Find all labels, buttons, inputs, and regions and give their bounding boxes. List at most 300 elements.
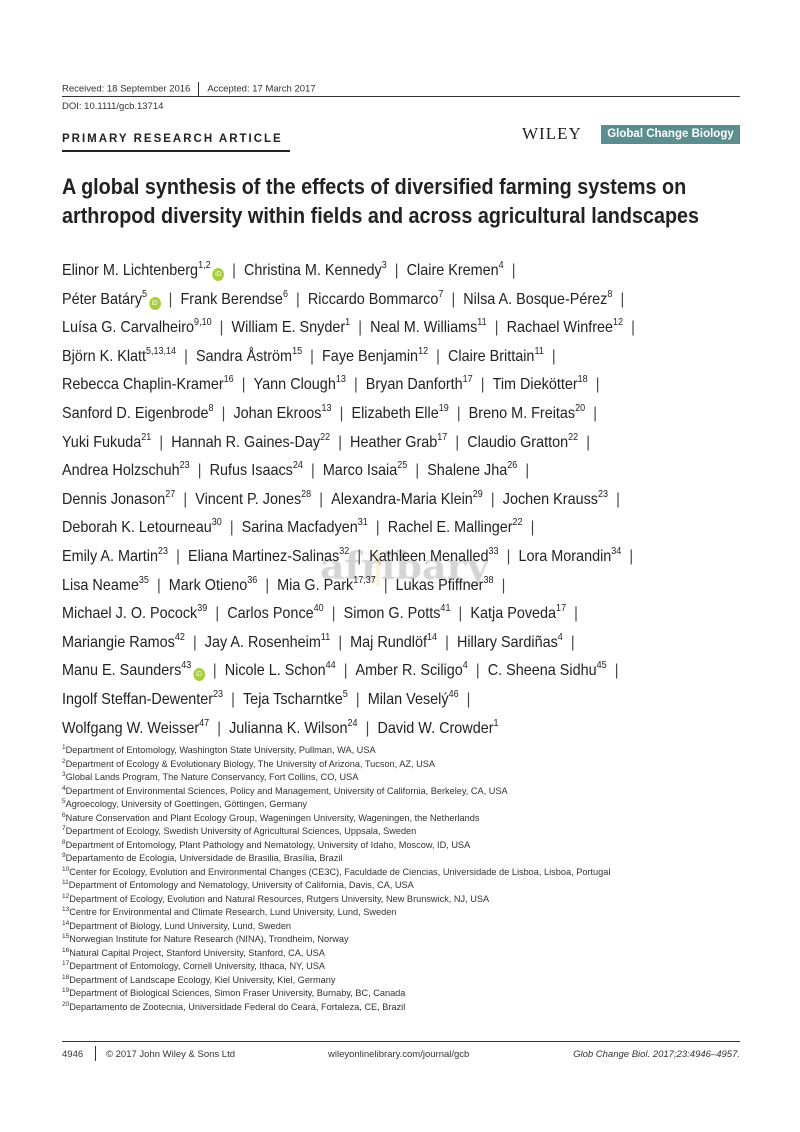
author — [507, 319, 623, 336]
affiliation-text: Department of Ecology & Evolutionary Biology, The University of Arizona, Tucson, AZ, USA — [65, 758, 435, 769]
affiliation-ref: 42 — [174, 631, 185, 643]
affiliation-ref: 39 — [197, 603, 208, 615]
author-name: Mariangie Ramos — [62, 633, 175, 651]
author-name: Rufus Isaacs — [209, 462, 293, 480]
author — [188, 548, 349, 565]
author — [62, 319, 212, 336]
author — [62, 462, 190, 479]
author-line — [62, 375, 608, 395]
author — [225, 662, 336, 679]
author — [456, 631, 563, 651]
separator: | — [184, 347, 188, 365]
affiliation — [62, 772, 358, 783]
author — [62, 691, 223, 708]
author-name: Shalene Jha — [427, 462, 508, 480]
author-line — [62, 461, 537, 481]
affiliation-number: 15 — [62, 933, 70, 940]
author — [470, 605, 566, 622]
author-line — [62, 547, 641, 567]
affiliation-ref: 9,10 — [194, 317, 212, 329]
separator: | — [176, 548, 180, 565]
affiliation — [62, 759, 435, 770]
separator: | — [629, 548, 634, 565]
separator: | — [355, 691, 360, 708]
author-name: Deborah K. Letourneau — [62, 519, 212, 537]
separator: | — [357, 548, 362, 565]
affiliation-ref: 5,13,14 — [146, 345, 177, 357]
affiliation-text: Department of Environmental Sciences, Policy and Management, University of California, Berkeley, CA, USA — [65, 785, 508, 796]
separator: | — [232, 262, 236, 279]
affiliation-number: 7 — [62, 825, 66, 832]
author-name: Claire Kremen — [406, 262, 499, 279]
article-type-underline — [62, 150, 290, 152]
affiliation-ref: 31 — [357, 517, 368, 529]
author — [351, 405, 448, 422]
author-name: Bryan Danforth — [365, 376, 463, 394]
separator: | — [229, 519, 234, 537]
affiliation-ref: 22 — [320, 431, 331, 443]
affiliation-ref: 1,2 — [198, 260, 211, 271]
separator: | — [353, 376, 358, 394]
author-line — [62, 661, 627, 681]
author — [369, 548, 498, 565]
author-line — [62, 604, 586, 624]
affiliation-ref: 11 — [534, 345, 544, 357]
author — [62, 631, 185, 651]
author-name: Sarina Macfadyen — [241, 519, 358, 537]
author-line — [62, 690, 479, 710]
author — [171, 431, 331, 451]
affiliation-text: Nature Conservation and Plant Ecology Group, Wageningen University, Wageningen, the Netherlands — [65, 812, 480, 823]
affiliation-text: Departamento de Zootecnia, Universidade Federal do Ceará, Fortaleza, CE, Brazil — [69, 1001, 406, 1012]
separator: | — [631, 319, 635, 337]
affiliation-text: Department of Entomology, Washington State University, Pullman, WA, USA — [65, 745, 376, 755]
separator: | — [310, 462, 315, 480]
affiliation-ref: 17 — [556, 603, 567, 615]
affiliation-text: Department of Biology, Lund University, Lund, Sweden — [69, 920, 292, 931]
affiliation-number: 18 — [62, 973, 70, 981]
author-name: Claudio Gratton — [467, 433, 569, 451]
author — [323, 462, 407, 479]
affiliation — [62, 988, 405, 999]
separator: | — [156, 576, 161, 594]
author-name: Eliana Martinez-Salinas — [187, 548, 340, 565]
separator: | — [480, 376, 485, 394]
author-name: Manu E. Saunders — [62, 662, 182, 680]
author-name: Amber R. Sciligo — [355, 662, 463, 680]
author-name: Kathleen Menalled — [369, 548, 489, 565]
affiliation-number: 5 — [62, 798, 66, 805]
affiliation-ref: 15 — [292, 345, 303, 357]
author — [243, 691, 348, 708]
affiliation-ref: 8 — [208, 403, 214, 414]
citation: Glob Change Biol. 2017;23:4946–4957. — [573, 1049, 740, 1060]
author-name: Hannah R. Gaines-Day — [171, 433, 321, 451]
author — [180, 288, 288, 308]
affiliation-text: Agroecology, University of Goettingen, Göttingen, Germany — [65, 799, 308, 809]
separator: | — [365, 719, 370, 737]
author — [62, 345, 177, 365]
separator: | — [501, 576, 506, 594]
author — [62, 574, 149, 594]
author — [388, 519, 523, 536]
author-name: Nilsa A. Bosque-Pérez — [463, 290, 608, 308]
separator: | — [197, 462, 202, 480]
author — [62, 717, 210, 737]
author-name: Elinor M. Lichtenberg — [62, 262, 199, 279]
author-line — [62, 490, 628, 510]
author — [331, 488, 483, 508]
affiliation-ref: 17,37 — [353, 574, 376, 586]
separator: | — [343, 662, 348, 680]
author-name: Lora Morandin — [518, 548, 612, 565]
separator: | — [375, 519, 380, 537]
affiliation — [62, 961, 325, 972]
separator: | — [212, 662, 217, 680]
affiliation-text: Department of Ecology, Swedish University of Agricultural Sciences, Uppsala, Sweden — [65, 826, 417, 836]
author-name: Christina M. Kennedy — [244, 262, 382, 279]
separator: | — [215, 605, 220, 623]
author-name: Julianna K. Wilson — [229, 719, 348, 737]
author-name: Jochen Krauss — [502, 490, 599, 508]
author-name: Yuki Fukuda — [62, 433, 142, 451]
author — [62, 376, 234, 393]
affiliation — [62, 948, 325, 959]
author — [210, 462, 303, 479]
affiliation-ref: 36 — [247, 574, 258, 586]
affiliation-text: Department of Ecology, Evolution and Natural Resources, Rutgers University, New Brunswick, NJ, USA — [69, 893, 490, 904]
author-name: Hillary Sardiñas — [456, 633, 558, 651]
author-name: Michael J. O. Pocock — [62, 605, 198, 623]
affiliation-number: 1 — [62, 744, 66, 751]
separator: | — [219, 319, 224, 337]
affiliation-ref: 30 — [211, 517, 222, 529]
author-name: Nicole L. Schon — [224, 662, 326, 680]
separator: | — [506, 548, 511, 565]
affiliation-number: 19 — [62, 987, 70, 994]
orcid-icon[interactable]: iD — [212, 268, 224, 281]
separator: | — [358, 319, 362, 337]
affiliation-ref: 23 — [213, 689, 224, 700]
affiliation-ref: 20 — [575, 403, 586, 414]
affiliation-number: 3 — [62, 771, 66, 778]
author-line — [62, 633, 583, 653]
author — [168, 574, 258, 594]
separator: | — [265, 576, 270, 594]
separator: | — [192, 633, 197, 651]
affiliation-ref: 1 — [345, 317, 351, 329]
journal-url[interactable]: wileyonlinelibrary.com/journal/gcb — [328, 1049, 470, 1060]
separator: | — [436, 347, 440, 365]
author-name: Dennis Jonason — [62, 490, 166, 508]
author — [463, 288, 613, 308]
accepted-date: Accepted: 17 March 2017 — [207, 83, 316, 95]
author-name: Johan Ekroos — [233, 405, 322, 422]
author-name: Andrea Holzschuh — [62, 462, 180, 480]
author-name: Wolfgang W. Weisser — [62, 719, 200, 737]
author-line — [62, 261, 524, 281]
separator: | — [331, 605, 336, 623]
received-dates — [62, 82, 316, 96]
affiliation — [62, 907, 396, 918]
author — [448, 345, 544, 365]
author — [62, 519, 222, 536]
author-name: Jay A. Rosenheim — [204, 633, 321, 651]
author-name: Milan Veselý — [367, 691, 449, 708]
author — [204, 631, 331, 651]
affiliation-text: Department of Entomology and Nematology, University of California, Davis, CA, USA — [68, 880, 414, 890]
affiliation-ref: 13 — [321, 403, 332, 414]
author — [395, 574, 494, 594]
author-name: C. Sheena Sidhu — [487, 662, 597, 680]
affiliation-number: 17 — [62, 960, 70, 967]
affiliation-ref: 18 — [577, 374, 588, 386]
author-name: Claire Brittain — [448, 347, 535, 365]
affiliation-number: 10 — [62, 865, 70, 873]
article-title: A global synthesis of the effects of diversified farming systems on arthropod diversity within fields and across agricultural landscapes — [62, 174, 700, 228]
affiliation-ref: 43 — [181, 660, 192, 672]
separator: | — [458, 605, 463, 623]
affiliation — [62, 934, 349, 945]
author — [242, 519, 368, 536]
affiliation-ref: 5 — [142, 288, 148, 300]
author-name: Riccardo Bommarco — [307, 290, 439, 308]
author-name: Mark Otieno — [168, 576, 248, 594]
orcid-icon[interactable]: iD — [193, 668, 205, 681]
affiliation-ref: 33 — [488, 546, 499, 557]
divider — [95, 1046, 96, 1061]
affiliation-ref: 19 — [438, 403, 449, 414]
author — [244, 262, 387, 279]
author — [469, 405, 585, 422]
affiliation-ref: 24 — [347, 717, 358, 729]
separator: | — [595, 376, 600, 394]
author-line — [62, 404, 605, 424]
separator: | — [339, 405, 344, 422]
affiliation-ref: 12 — [613, 317, 624, 329]
separator: | — [319, 490, 324, 508]
affiliation-ref: 23 — [598, 488, 609, 500]
affiliation-ref: 45 — [596, 660, 607, 672]
author-line — [62, 347, 564, 367]
affiliation-ref: 44 — [325, 660, 336, 672]
author-line — [62, 318, 643, 338]
author-name: Heather Grab — [350, 433, 438, 451]
author-name: Emily A. Martin — [62, 548, 159, 565]
affiliation-ref: 4 — [462, 660, 468, 672]
author — [233, 405, 331, 422]
affiliation-ref: 26 — [507, 460, 518, 472]
affiliation — [62, 786, 508, 797]
affiliation-text: Department of Biological Sciences, Simon Fraser University, Burnaby, BC, Canada — [69, 988, 406, 998]
footer — [62, 1049, 740, 1061]
affiliation-ref: 47 — [199, 717, 210, 729]
author-name: Björn K. Klatt — [62, 347, 147, 365]
author — [307, 288, 444, 308]
separator: | — [241, 376, 246, 394]
affiliation-ref: 3 — [381, 260, 387, 271]
divider — [198, 82, 199, 96]
affiliation-text: Norwegian Institute for Nature Research (NINA), Trondheim, Norway — [69, 934, 349, 944]
separator: | — [551, 347, 556, 365]
author — [427, 462, 517, 479]
author-name: Vincent P. Jones — [195, 490, 302, 508]
affiliation-text: Natural Capital Project, Stanford University, Stanford, CA, USA — [69, 947, 325, 958]
affiliation-text: Department of Entomology, Cornell University, Ithaca, NY, USA — [69, 961, 326, 971]
author — [493, 376, 588, 393]
author — [407, 262, 504, 279]
author-name: Sanford D. Eigenbrode — [62, 405, 209, 422]
author — [370, 319, 487, 336]
separator: | — [217, 719, 221, 737]
copyright: © 2017 John Wiley & Sons Ltd — [106, 1049, 235, 1060]
affiliation-number: 2 — [62, 757, 66, 765]
author-name: William E. Snyder — [231, 319, 346, 337]
affiliation — [62, 921, 291, 932]
affiliation — [62, 840, 470, 851]
affiliation — [62, 1002, 405, 1013]
author — [62, 288, 161, 308]
affiliation-ref: 5 — [342, 689, 348, 700]
separator: | — [456, 405, 461, 422]
author — [377, 717, 499, 737]
affiliation-ref: 22 — [568, 431, 579, 443]
separator: | — [530, 519, 535, 537]
author-line — [62, 290, 632, 310]
separator: | — [383, 576, 388, 594]
author — [62, 605, 207, 622]
affiliation-ref: 8 — [607, 288, 613, 300]
affiliation-ref: 22 — [512, 517, 523, 529]
affiliation-number: 4 — [62, 784, 66, 792]
affiliation — [62, 880, 414, 891]
affiliation-ref: 23 — [158, 546, 169, 557]
article-type: PRIMARY RESEARCH ARTICLE — [62, 133, 283, 145]
author-name: Péter Batáry — [62, 290, 143, 308]
author-name: Elizabeth Elle — [351, 405, 439, 422]
separator: | — [490, 490, 495, 508]
separator: | — [525, 462, 530, 480]
author-name: Sandra Åström — [196, 347, 293, 365]
separator: | — [620, 290, 625, 308]
author — [254, 376, 346, 393]
affiliation-ref: 25 — [397, 460, 408, 472]
affiliation-ref: 28 — [301, 488, 312, 500]
author-name: Simon G. Potts — [343, 605, 441, 623]
author-name: Mia G. Park — [277, 576, 354, 594]
author-name: Luísa G. Carvalheiro — [62, 319, 195, 337]
affiliation — [62, 745, 376, 756]
author — [350, 431, 448, 451]
separator: | — [338, 633, 343, 651]
affiliation-ref: 40 — [313, 603, 324, 615]
author — [62, 262, 224, 279]
affiliation-ref: 32 — [339, 546, 350, 557]
affiliation — [62, 853, 342, 864]
separator: | — [183, 490, 188, 508]
affiliation-number: 16 — [62, 946, 70, 954]
separator: | — [616, 490, 620, 508]
author — [488, 662, 607, 679]
affiliation-text: Department of Entomology, Plant Pathology and Nematology, University of Idaho, Moscow, ID, USA — [65, 839, 471, 850]
affiliation-ref: 13 — [335, 374, 346, 386]
separator: | — [310, 347, 314, 365]
separator: | — [231, 691, 235, 708]
affiliation-ref: 17 — [462, 374, 473, 386]
affiliation-number: 11 — [62, 879, 69, 886]
affiliation — [62, 799, 307, 810]
affiliation-text: Global Lands Program, The Nature Conservancy, Fort Collins, CO, USA — [65, 772, 359, 782]
affiliation-ref: 21 — [141, 431, 152, 443]
affiliation-ref: 34 — [611, 546, 622, 557]
author — [62, 548, 168, 565]
affiliation-ref: 1 — [493, 717, 499, 729]
separator: | — [168, 290, 173, 308]
affiliation-number: 9 — [62, 852, 66, 859]
author-name: Rachel E. Mallinger — [387, 519, 513, 537]
journal-logo: Global Change Biology — [601, 125, 740, 144]
affiliation-ref: 24 — [292, 460, 303, 472]
author-line — [62, 576, 513, 596]
affiliation — [62, 894, 489, 905]
affiliation-ref: 27 — [165, 488, 176, 500]
separator: | — [511, 262, 516, 279]
author — [195, 488, 312, 508]
author — [62, 431, 152, 451]
orcid-icon[interactable]: iD — [149, 297, 161, 310]
author — [62, 405, 214, 422]
separator: | — [475, 662, 480, 680]
separator: | — [593, 405, 597, 422]
author — [356, 662, 468, 679]
affiliation-number: 12 — [62, 892, 70, 900]
author-name: Neal M. Williams — [370, 319, 478, 337]
author-name: Rebecca Chaplin-Kramer — [62, 376, 224, 394]
author-name: Lisa Neame — [62, 576, 139, 594]
affiliation-ref: 11 — [320, 631, 331, 643]
separator: | — [574, 605, 578, 623]
author-name: Breno M. Freitas — [468, 405, 576, 422]
affiliation-text: Departamento de Ecologia, Universidade de Brasilia, Brasília, Brazil — [65, 853, 343, 863]
affiliation — [62, 867, 610, 878]
affiliation-ref: 29 — [472, 488, 483, 500]
affiliation-ref: 38 — [483, 574, 494, 586]
author — [366, 376, 473, 393]
header-rule — [62, 96, 740, 97]
separator: | — [494, 319, 499, 337]
author-name: Marco Isaia — [322, 462, 398, 480]
author-name: Teja Tscharntke — [242, 691, 343, 708]
affiliation — [62, 826, 416, 837]
affiliation — [62, 975, 335, 986]
separator: | — [296, 290, 300, 308]
affiliation-ref: 12 — [418, 345, 429, 357]
author — [502, 488, 609, 508]
affiliation-ref: 16 — [223, 374, 234, 386]
author-name: Rachael Winfree — [506, 319, 614, 337]
author — [196, 345, 303, 365]
separator: | — [570, 633, 575, 651]
affiliation-ref: 23 — [179, 460, 190, 472]
affiliation-number: 20 — [62, 1000, 70, 1008]
received-date: Received: 18 September 2016 — [62, 83, 191, 95]
separator: | — [338, 433, 342, 451]
separator: | — [455, 433, 460, 451]
author-line — [62, 719, 499, 739]
author — [232, 319, 351, 336]
author — [350, 631, 438, 651]
author — [62, 488, 176, 508]
